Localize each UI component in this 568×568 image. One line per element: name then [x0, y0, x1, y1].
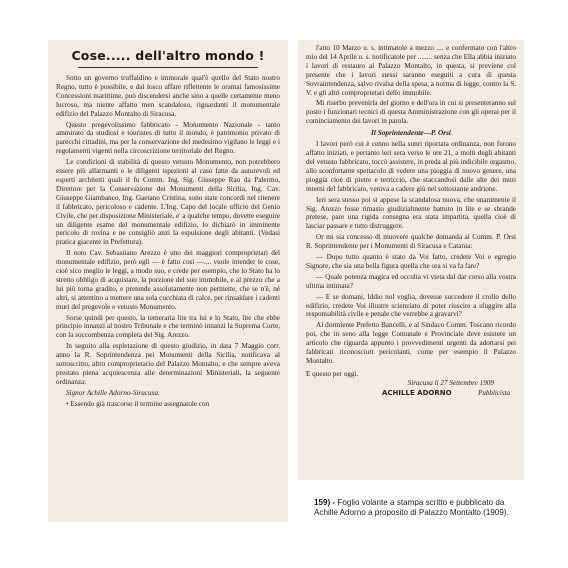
- right-paragraph-7: — Quale potenza magica ed occulta vi vieta dal dar corso alla vostra ultima intimata?: [306, 272, 516, 290]
- right-paragraph-9: Al dormiente Prefetto Bancelli, e al Sindaco Comm. Toscano ricordo poi, che in seno alla legge Comunale e Provinciale deve esistere un articolo che riguarda appunto i provvedimenti urgenti da adottarsi pei fabbricati riconosciuti pericolanti, come per esempio il Palazzo Montalto.: [306, 321, 516, 365]
- author-name: ACHILLE ADORNO: [382, 388, 452, 397]
- right-paragraph-4: Ieri sera stesso poi si appese la scandalosa nuova, che unanimente il Sig. Arezzo fosse rimasto giudizialmente battuto in lite e se sbrande pretese, pare una rigida consegna era stata impartita, quella cioè di lasciar passare e tutto distruggere.: [306, 195, 516, 231]
- left-column: [56, 74, 280, 411]
- caption-number: 159) -: [314, 498, 336, 507]
- right-paragraph-6: — Dopo tutto quanto è stato da Voi fatto, credete Voi e egregio Signore, che sia una bella figura quella che ora si va fa fare?: [306, 253, 516, 270]
- soprintendente-signature: Il Soprintendente—P. Orsi: [371, 128, 451, 138]
- scan-sheet: [8, 4, 560, 564]
- caption-text: Foglio volante a stampa scritto e pubblicato da Achille Adorno a proposito di Palazzo Montalto (1909).: [314, 498, 509, 517]
- title-underline: [78, 67, 258, 68]
- left-paragraph-3: Le condizioni di stabilità di questo vetusto Monumento, non potrebbero essere più allarmanti e le diligenti ispezioni al caso fatte da autorevoli ed esperti architetti quali il fu Comm. Ing. Sig. Giuseppe Rao da Palermo, Direttore per la Conservazione dei Monumenti della Sicilia, Ing. Cav. Giuseppe Giambanco, Ing. Gaetano Cristina, sono state concordi nel ritenere il fabbricato, pericoloso e cadente. L'Ing. Capo del locale ufficio del Genio Civile, che per disposizione Ministeriale, e' a qualche tempo, dovette eseguire un diligente esame del monumentale edifizio, lo dichiarò in imminente pericolo di rovina e ne consigliò anzi la espulsione degli abitanti. (Vedasi pratica giacente in Prefettura).: [56, 158, 280, 247]
- author-role: Pubblicista: [478, 388, 510, 397]
- left-paragraph-2: Questo pregevolissimo fabbricato - Monumento Nazionale - tanto ammirato da studiosi e touristes di tutto il mondo, è patrimonio privato di parecchi cittadini, ma per la conservazione del medesimo vigilano le leggi e i regolamenti vigenti nella circoscrizione territoriale del Regno.: [56, 120, 280, 156]
- left-page: [48, 40, 288, 522]
- left-paragraph-4: Il noto Cav. Sebastiano Arezzo è uno dei maggiori comproprietari del monumentale edifizio, però egli — è fatto così —.... vuole intender le cose, cioè sìco meglio le leggi, a modo suo, e crede per esempio, che lo Stato ha lo stretto obbligo di acquistare, la porzione del suo immobile, e al prezzo che a lui più torna gradito, e pretende assolutamente non permette, che se n'è, nè altri, si attentino a mettere una sola cucchiata di calce, per rinsaldare i cadenti muri del pregevole e vetusto Monumento.: [56, 249, 280, 311]
- right-paragraph-1: l'atto 10 Marzo u. s. intimatole a mezzo .... e confermato con l'altro mio del 14 Aprile u. s. notificatole per ........ senza che Ella abbia iniziato i lavori di restauro al Palazzo Montalto, in questa, si previene col presente che i lavori stessi saranno eseguiti a cura di questa Sovraintendenza, salvo rivalsa della spesa, a norma di legge, contro la S. V. e gli altri comproprietari dello immobile.: [306, 44, 516, 97]
- left-paragraph-6: In seguito alla espletazione di questo giudizio, in data 7 Maggio corr. anno la R. Soprintendenza pei Monumenti della Sicilia, notificava al sottoscritto, altro comproprietario del Palazzo Montalto, e che sempre aveva prestato piena acquiescenza alle determinazioni Ministeriali, la seguente ordinanza:: [56, 342, 280, 386]
- right-paragraph-8: — E se domani, Iddio nol voglia, dovesse succedere il crollo dello edifizio, credete Voi illustre scienziato di poter riuscire a sfuggire alla responsabilità civile e penale che verrebbe a gravarvi?: [306, 292, 516, 319]
- right-column: [306, 44, 516, 398]
- left-paragraph-8: • Essendo già trascorso il termine assegnatole con: [66, 399, 210, 408]
- left-paragraph-1: Sotto un governo truffaldino e immorale qual'è quello del Stato nostro Regno, tutto è possibile, e dal losco affare riflettente le oramai famosissime Concessioni marittime, può discendersi anche sino a quelle certamente meno lucroso, ma niente affatto men scandaloso, riguardanti il monumentale edifizio del Palazzo Montalto di Siracusa.: [56, 74, 280, 118]
- place-date: Siracusa li 27 Settembre 1909: [407, 378, 494, 387]
- right-paragraph-3: I lavori però cui è cenno nella sunri riportata ordinanza, non furono affatto iniziati, e pertanto ieri sera verso le ore 21, a molti degli abitanti del vetusto fabbricato, toccò assistere, in preda al più indicibile orgasmo, allo sconfortante spettacolo di vedere una pioggia di nuovo genere, una pioggia cioè di pietre e terriccio, che staccandosi dalle alte dei muri interni del fabbricato, veniva a cadere giù nel sottostante andrione.: [306, 140, 516, 193]
- page-title: Cose..... dell'altro mondo !: [71, 48, 265, 63]
- left-paragraph-7: Signor Achille Adorno-Siracusa.: [66, 388, 160, 397]
- figure-caption: [314, 498, 528, 518]
- right-page: [298, 40, 524, 480]
- closing-line: E questo per oggi.: [306, 369, 359, 378]
- left-paragraph-5: Sorse quindi per questo, la temeraria lite tra lui e lo Stato, lite che ebbe principio innanzi al nostro Tribunale e che terminò innanzi la Suprema Corte, con la soccombenza completa del Sig. Arezzo.: [56, 313, 280, 340]
- right-paragraph-5: Or mi sia concesso di muovere qualche domanda al Comm. P. Orsi R. Soprintendente per i Monumenti di Siracusa e Catania:: [306, 233, 516, 251]
- right-paragraph-2: Mi riserbo prevenirla del giorno e dell'ora in cui si presenteranno sul posto i funzionari tecnici di questa Amministrazione con gli operai per il cominciamento dei lavori in parola.: [306, 99, 516, 126]
